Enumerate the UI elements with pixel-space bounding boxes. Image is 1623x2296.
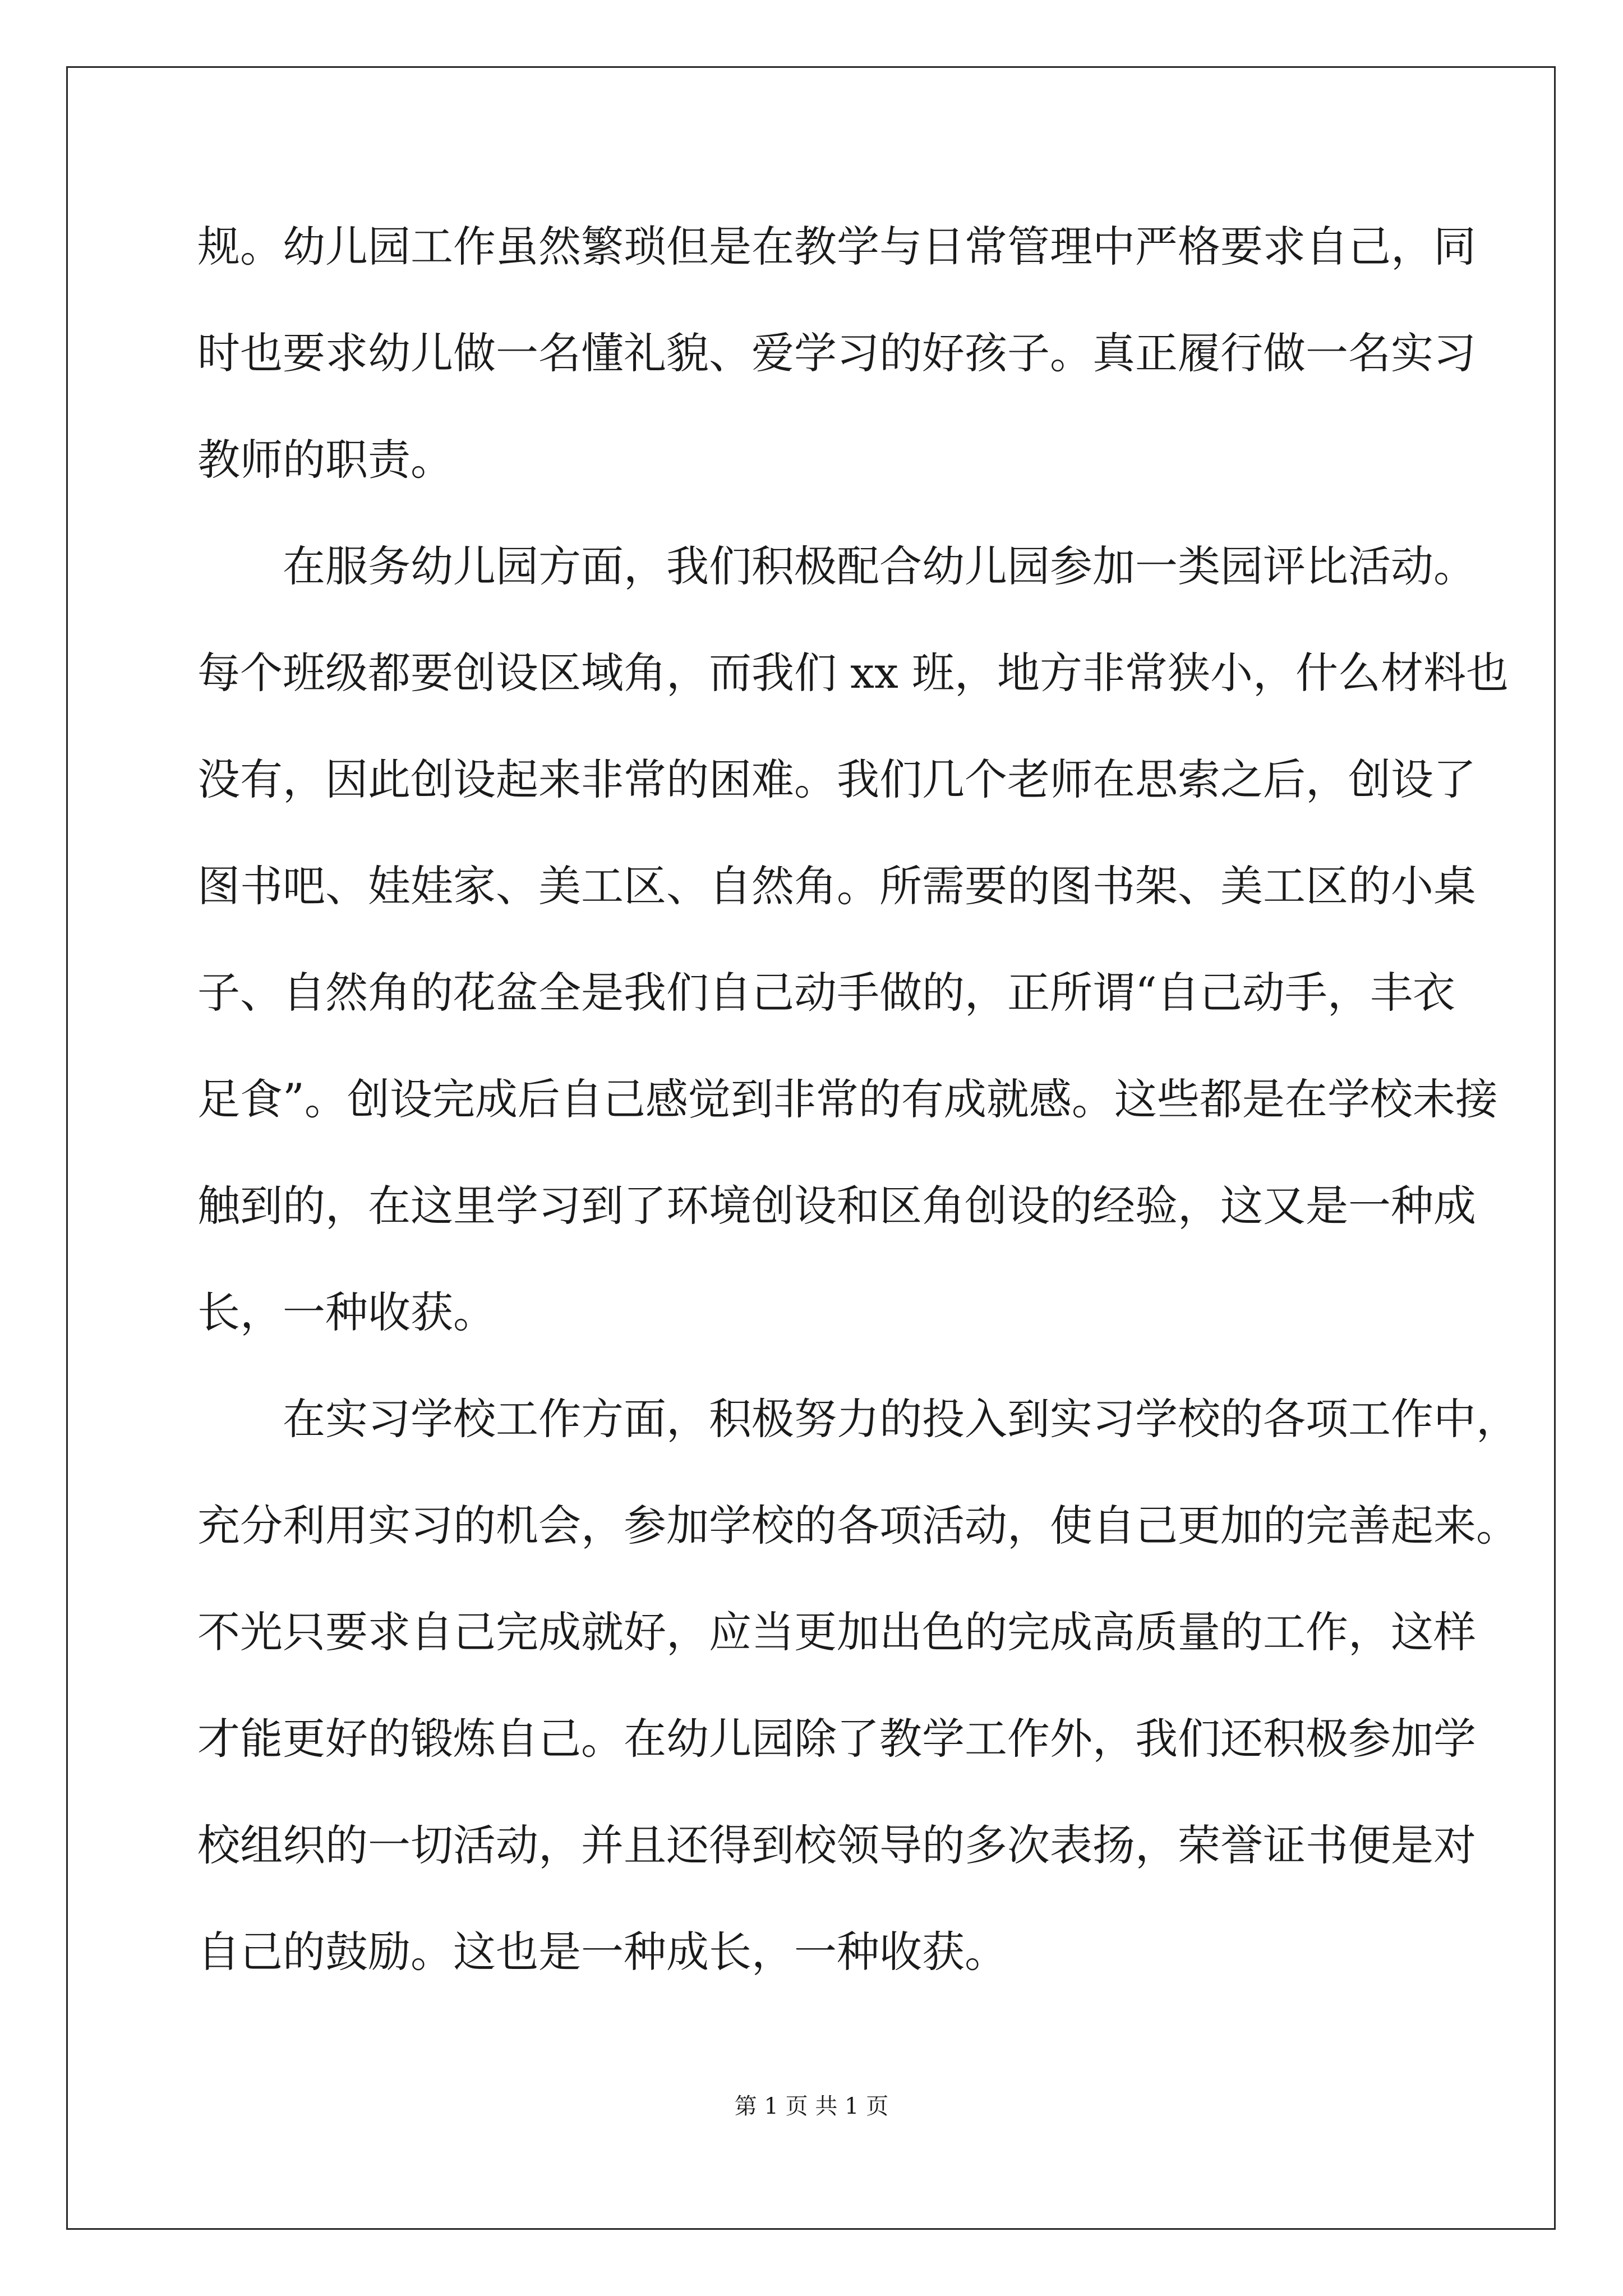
text-line: 充分利用实习的机会，参加学校的各项活动，使自己更加的完善起来。 (197, 1501, 1519, 1550)
paragraph-start-line: 在实习学校工作方面，积极努力的投入到实习学校的各项工作中， (283, 1394, 1519, 1444)
text-line: 没有，因此创设起来非常的困难。我们几个老师在思索之后，创设了 (197, 754, 1476, 804)
text-line: 每个班级都要创设区域角，而我们 xx 班，地方非常狭小，什么材料也 (197, 648, 1509, 698)
text-line: 足食”。创设完成后自己感觉到非常的有成就感。这些都是在学校未接 (197, 1074, 1498, 1124)
text-line: 图书吧、娃娃家、美工区、自然角。所需要的图书架、美工区的小桌 (197, 861, 1476, 911)
text-line: 触到的，在这里学习到了环境创设和区角创设的经验，这又是一种成 (197, 1181, 1476, 1231)
text-line: 不光只要求自己完成就好，应当更加出色的完成高质量的工作，这样 (197, 1607, 1476, 1657)
page-border (66, 66, 1556, 2230)
text-line: 校组织的一切活动，并且还得到校领导的多次表扬，荣誉证书便是对 (197, 1820, 1476, 1870)
page-number-footer: 第 1 页 共 1 页 (734, 2093, 889, 2119)
text-line: 才能更好的锻炼自己。在幼儿园除了教学工作外，我们还积极参加学 (197, 1714, 1476, 1764)
text-line: 长，一种收获。 (197, 1287, 496, 1337)
text-line: 教师的职责。 (197, 435, 453, 485)
text-line: 自己的鼓励。这也是一种成长，一种收获。 (197, 1927, 1007, 1977)
text-line: 规。幼儿园工作虽然繁琐但是在教学与日常管理中严格要求自己，同 (197, 222, 1476, 272)
text-line: 时也要求幼儿做一名懂礼貌、爱学习的好孩子。真正履行做一名实习 (197, 328, 1476, 378)
paragraph-start-line: 在服务幼儿园方面，我们积极配合幼儿园参加一类园评比活动。 (283, 541, 1476, 591)
text-line: 子、自然角的花盆全是我们自己动手做的，正所谓“自己动手，丰衣 (197, 968, 1455, 1018)
